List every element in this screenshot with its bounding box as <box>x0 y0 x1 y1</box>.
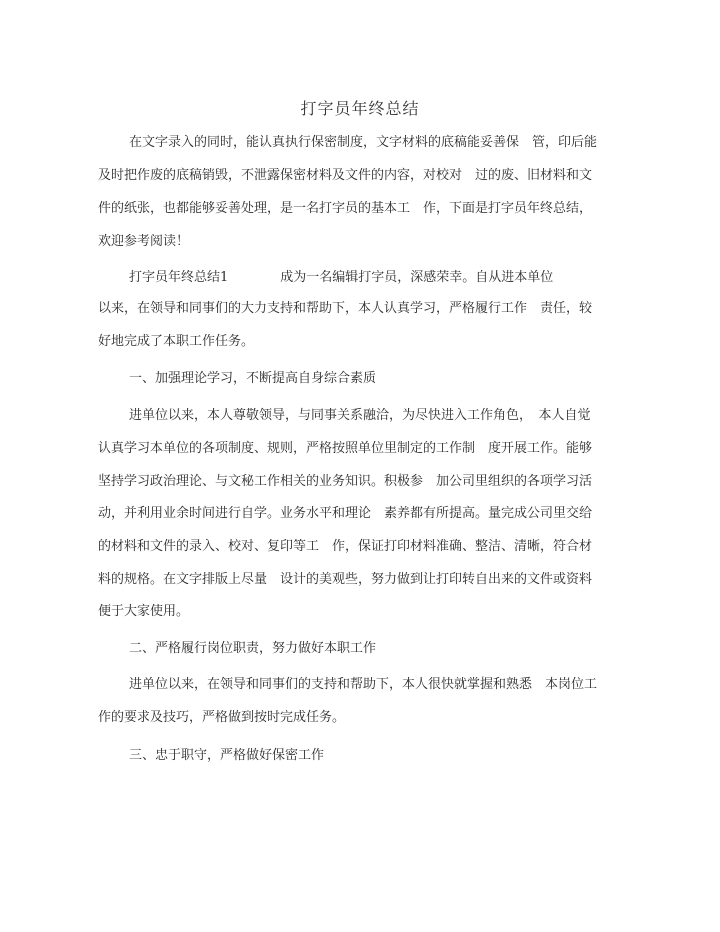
paragraph-line: 便于大家使用。 <box>98 604 190 619</box>
paragraph-line: 及时把作废的底稿销毁，不泄露保密材料及文件的内容，对校对 过的废、旧材料和文 <box>98 168 593 183</box>
paragraph-line: 的材料和文件的录入、校对、复印等工 作，保证打印材料准确、整洁、清晰，符合材 <box>98 539 593 554</box>
document-title: 打字员年终总结 <box>300 99 420 118</box>
paragraph-line: 欢迎参考阅读！ <box>98 234 190 249</box>
paragraph-line: 料的规格。在文字排版上尽量 设计的美观些，努力做到让打印转自出来的文件或资料 <box>98 572 593 587</box>
paragraph-line: 好地完成了本职工作任务。 <box>98 334 255 349</box>
section-heading: 一、加强理论学习，不断提高自身综合素质 <box>129 371 377 386</box>
paragraph-line: 动，并利用业余时间进行自学。业务水平和理论 素养都有所提高。量完成公司里交给 <box>98 506 593 521</box>
paragraph-line: 件的纸张，也都能够妥善处理，是一名打字员的基本工 作，下面是打字员年终总结， <box>98 201 593 216</box>
paragraph-line: 以来，在领导和同事们的大力支持和帮助下，本人认真学习，严格履行工作 责任，较 <box>98 301 593 316</box>
paragraph-line: 在文字录入的同时，能认真执行保密制度，文字材料的底稿能妥善保 管，印后能 <box>129 135 598 150</box>
section-heading: 二、严格履行岗位职责，努力做好本职工作 <box>129 641 377 656</box>
paragraph-line: 进单位以来，在领导和同事们的支持和帮助下，本人很快就掌握和熟悉 本岗位工 <box>129 677 598 692</box>
paragraph-line: 作的要求及技巧，严格做到按时完成任务。 <box>98 710 346 725</box>
section-heading: 三、忠于职守，严格做好保密工作 <box>129 748 325 763</box>
paragraph-line: 坚持学习政治理论、与文秘工作相关的业务知识。积极参 加公司里组织的各项学习活 <box>98 474 593 489</box>
paragraph-line: 认真学习本单位的各项制度、规则，严格按照单位里制定的工作制 度开展工作。能够 <box>98 441 593 456</box>
paragraph-line: 打字员年终总结1 成为一名编辑打字员，深感荣幸。自从进本单位 <box>129 270 554 285</box>
paragraph-line: 进单位以来，本人尊敬领导，与同事关系融洽，为尽快进入工作角色， 本人自觉 <box>129 408 591 423</box>
